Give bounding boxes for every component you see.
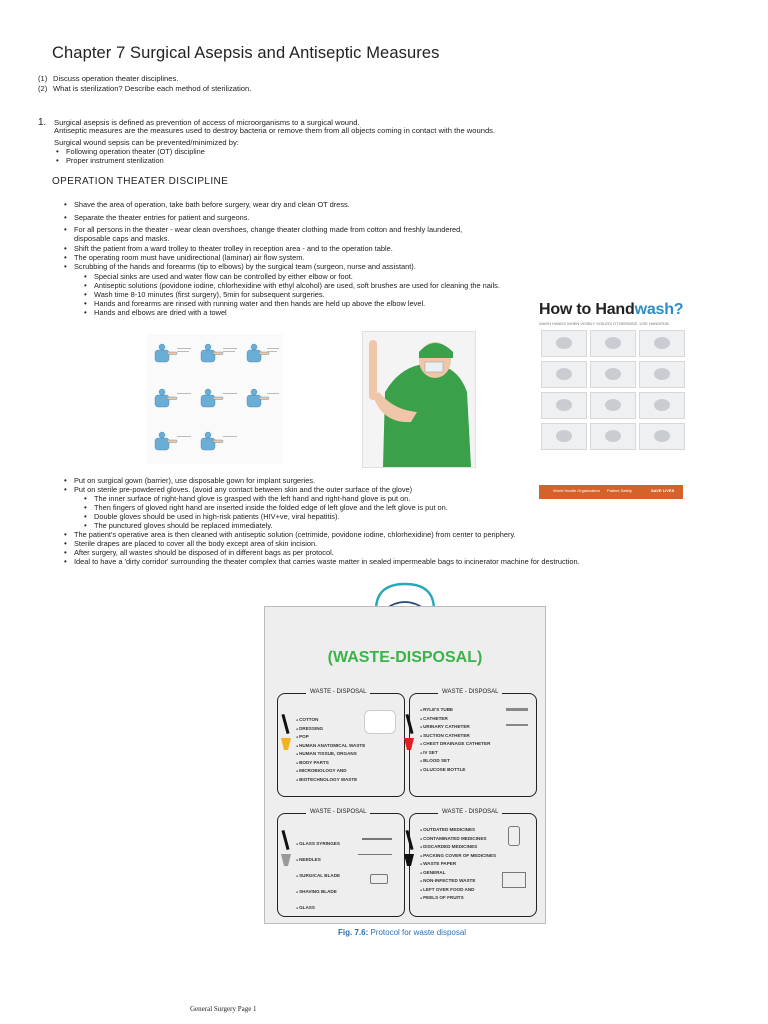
list-item: ● DISCARDED MEDICINES (420, 843, 496, 852)
question-text: Discuss operation theater disciplines. (53, 74, 179, 83)
waste-items (420, 826, 496, 903)
waste-items (420, 706, 490, 774)
list-item: ● URINARY CATHETER (420, 723, 490, 732)
list-item: ● RYLE'S TUBE (420, 706, 490, 715)
scrubbing-illustration (147, 334, 283, 464)
quadrant-label: WASTE - DISPOSAL (438, 809, 502, 815)
list-item: ● CATHETER (420, 715, 490, 724)
cotton-icon (364, 710, 396, 734)
scrubbing-steps-figure (147, 334, 283, 464)
arrow-icon (405, 830, 413, 850)
list-item: • Wash time 8-10 minutes (first surgery), 5min for subsequent surgeries. (84, 290, 500, 299)
quadrant-label: WASTE - DISPOSAL (438, 689, 502, 695)
list-item: ● WASTE PAPER (420, 860, 496, 869)
list-item: ● BLOOD SET (420, 757, 490, 766)
tube-icon (506, 708, 528, 711)
catheter-icon (506, 724, 528, 726)
question-2 (38, 84, 251, 94)
list-item: • Shift the patient from a ward trolley to theater trolley in reception area - and to the operation table. (64, 244, 416, 253)
needle-icon (358, 854, 392, 855)
question-number: (1) (38, 74, 48, 83)
list-item: • Sterile drapes are placed to cover all the body except area of skin incision. (64, 539, 580, 548)
list-item: • The inner surface of right-hand glove is grasped with the left hand and right-hand glove is put on. (84, 494, 448, 503)
list-item: ● COTTON (296, 716, 365, 725)
answer-line-2: Antiseptic measures are the measures used to destroy bacteria or remove them from all objects coming in contact with the wounds. (54, 126, 496, 135)
list-item: • Following operation theater (OT) discipline (56, 147, 205, 156)
hand-step-icon (541, 392, 587, 419)
answer-line-1: Surgical asepsis is defined as prevention of access of microorganisms to a surgical wound. (54, 118, 360, 127)
list-item: ● POP (296, 733, 365, 742)
list-item: • The patient's operative area is then cleaned with antiseptic solution (cetrimide, povidone iodine, chlorhexidine) from center to periphery. (64, 530, 580, 539)
answer-number: 1. (38, 117, 47, 128)
handwash-poster (537, 301, 685, 511)
list-item: ● PACKING COVER OF MEDICINES (420, 852, 496, 861)
patient-safety-label: Patient Safety (607, 488, 632, 493)
list-item: • Antiseptic solutions (povidone iodine, chlorhexidine with ethyl alcohol) are used, soft brushes are used for cleaning the nails. (84, 281, 500, 290)
hand-step-icon (590, 423, 636, 450)
prevention-intro: Surgical wound sepsis can be prevented/minimized by: (54, 138, 239, 147)
waste-quadrant-4 (409, 809, 537, 917)
list-item: ● DRESSING (296, 725, 365, 734)
hand-step-icon (639, 392, 685, 419)
list-item: ● MICROBIOLOGY AND (296, 767, 365, 776)
list-item: • After surgery, all wastes should be disposed of in different bags as per protocol. (64, 548, 580, 557)
section-heading: OPERATION THEATER DISCIPLINE (52, 176, 229, 187)
figure-caption (338, 928, 466, 937)
hand-step-icon (639, 330, 685, 357)
list-item: ● BODY PARTS (296, 759, 365, 768)
list-item: ● CHEST DRAINAGE CATHETER (420, 740, 490, 749)
hand-step-icon (590, 330, 636, 357)
list-item: ● SUCTION CATHETER (420, 732, 490, 741)
paper-icon (502, 872, 526, 888)
waste-disposal-chart (264, 606, 546, 924)
surgeon-figure (362, 331, 476, 468)
handwash-title-a: How to Hand (539, 301, 635, 318)
waste-title: (WASTE-DISPOSAL) (327, 649, 483, 666)
waste-items (296, 716, 365, 784)
list-item: ● NEEDLES (296, 852, 340, 868)
arrow-icon (281, 714, 289, 734)
list-item: • The operating room must have unidirectional (laminar) air flow system. (64, 253, 416, 262)
red-bin-icon (404, 738, 414, 750)
glove-list (84, 494, 448, 530)
waste-quadrant-1 (277, 689, 405, 797)
hand-step-icon (541, 361, 587, 388)
handwash-steps-grid (541, 330, 685, 450)
list-item: • Ideal to have a 'dirty corridor' surrounding the theater complex that carries waste matter in sealed impermeable bags to incinerator machine for destruction. (64, 557, 580, 566)
list-item: ● SHAVING BLADE (296, 884, 340, 900)
quadrant-label: WASTE - DISPOSAL (306, 689, 370, 695)
figure-caption-text: Protocol for waste disposal (370, 928, 467, 937)
list-item: • Hands and forearms are rinsed with running water and then hands are held up above the elbow level. (84, 299, 500, 308)
hand-step-icon (639, 361, 685, 388)
discipline-continuation: disposable caps and masks. (74, 234, 170, 243)
list-item: ● GENERAL (420, 869, 496, 878)
list-item: ● GLASS (296, 900, 340, 916)
handwash-title (539, 301, 685, 319)
list-item: ● OUTDATED MEDICINES (420, 826, 496, 835)
quadrant-label: WASTE - DISPOSAL (306, 809, 370, 815)
list-item: ● BIOTECHNOLOGY WASTE (296, 776, 365, 785)
question-1 (38, 74, 178, 84)
list-item: • Put on surgical gown (barrier), use disposable gown for implant surgeries. (64, 476, 412, 485)
scrub-list (84, 272, 500, 317)
list-item: • Shave the area of operation, take bath before surgery, wear dry and clean OT dress. (64, 200, 462, 209)
handwash-title-b: wash? (634, 301, 684, 318)
question-number: (2) (38, 84, 48, 93)
list-item: ● CONTAMINATED MEDICINES (420, 835, 496, 844)
list-item: ● IV SET (420, 749, 490, 758)
hand-step-icon (590, 361, 636, 388)
list-item: • Special sinks are used and water flow can be controlled by either elbow or foot. (84, 272, 500, 281)
handwash-subtitle: WASH HANDS WHEN VISIBLY SOILED! OTHERWISE, USE HANDRUB (539, 321, 669, 326)
list-item: • Scrubbing of the hands and forearms (tip to elbows) by the surgical team (surgeon, nurse and assistant). (64, 262, 416, 271)
list-item: ● LEFT OVER FOOD AND (420, 886, 496, 895)
blade-icon (370, 874, 388, 884)
page-title: Chapter 7 Surgical Asepsis and Antiseptic Measures (52, 44, 440, 62)
list-item: • Put on sterile pre-powdered gloves. (avoid any contact between skin and the outer surface of the glove) (64, 485, 412, 494)
list-item: ● SURGICAL BLADE (296, 868, 340, 884)
waste-quadrant-3 (277, 809, 405, 917)
list-item: ● NON-INFECTED WASTE (420, 877, 496, 886)
list-item: • The punctured gloves should be replaced immediately. (84, 521, 448, 530)
list-item: ● PEELS OF FRUITS (420, 894, 496, 903)
syringe-icon (362, 838, 392, 840)
hand-step-icon (541, 330, 587, 357)
list-item: • Proper instrument sterilization (56, 156, 205, 165)
arrow-icon (405, 714, 413, 734)
medicine-bottle-icon (508, 826, 520, 846)
who-label: World Health Organization (553, 488, 600, 493)
hand-step-icon (590, 392, 636, 419)
yellow-bin-icon (281, 738, 291, 750)
hand-step-icon (541, 423, 587, 450)
discipline-list (64, 200, 462, 234)
list-item: • Then fingers of gloved right hand are inserted inside the folded edge of left glove and the left glove is put on. (84, 503, 448, 512)
gown-list (64, 476, 412, 494)
list-item: • Hands and elbows are dried with a towel (84, 308, 500, 317)
list-item: • Double gloves should be used in high-risk patients (HIV+ve, viral hepatitis). (84, 512, 448, 521)
final-list (64, 530, 580, 566)
prevention-list (56, 147, 205, 165)
page-footer: General Surgery Page 1 (190, 1005, 257, 1013)
list-item: ● HUMAN TISSUE, ORGANS (296, 750, 365, 759)
discipline-list-cont (64, 244, 416, 271)
waste-quadrant-2 (409, 689, 537, 797)
list-item: • Separate the theater entries for patient and surgeons. (64, 213, 462, 222)
figure-number: Fig. 7.6: (338, 928, 369, 937)
list-item: ● HUMAN ANATOMICAL WASTE (296, 742, 365, 751)
save-lives-label: SAVE LIVES (651, 488, 675, 493)
list-item: • For all persons in the theater - wear clean overshoes, change theater clothing made from cotton and freshly laundered, (64, 225, 462, 234)
list-item: ● GLUCOSE BOTTLE (420, 766, 490, 775)
surgeon-illustration (363, 332, 475, 467)
arrow-icon (281, 830, 289, 850)
waste-items (296, 836, 340, 916)
handwash-footer (539, 485, 683, 499)
hand-step-icon (639, 423, 685, 450)
black-bin-icon (404, 854, 414, 866)
question-text: What is sterilization? Describe each method of sterilization. (53, 84, 252, 93)
grey-bin-icon (281, 854, 291, 866)
list-item: ● GLASS SYRINGES (296, 836, 340, 852)
